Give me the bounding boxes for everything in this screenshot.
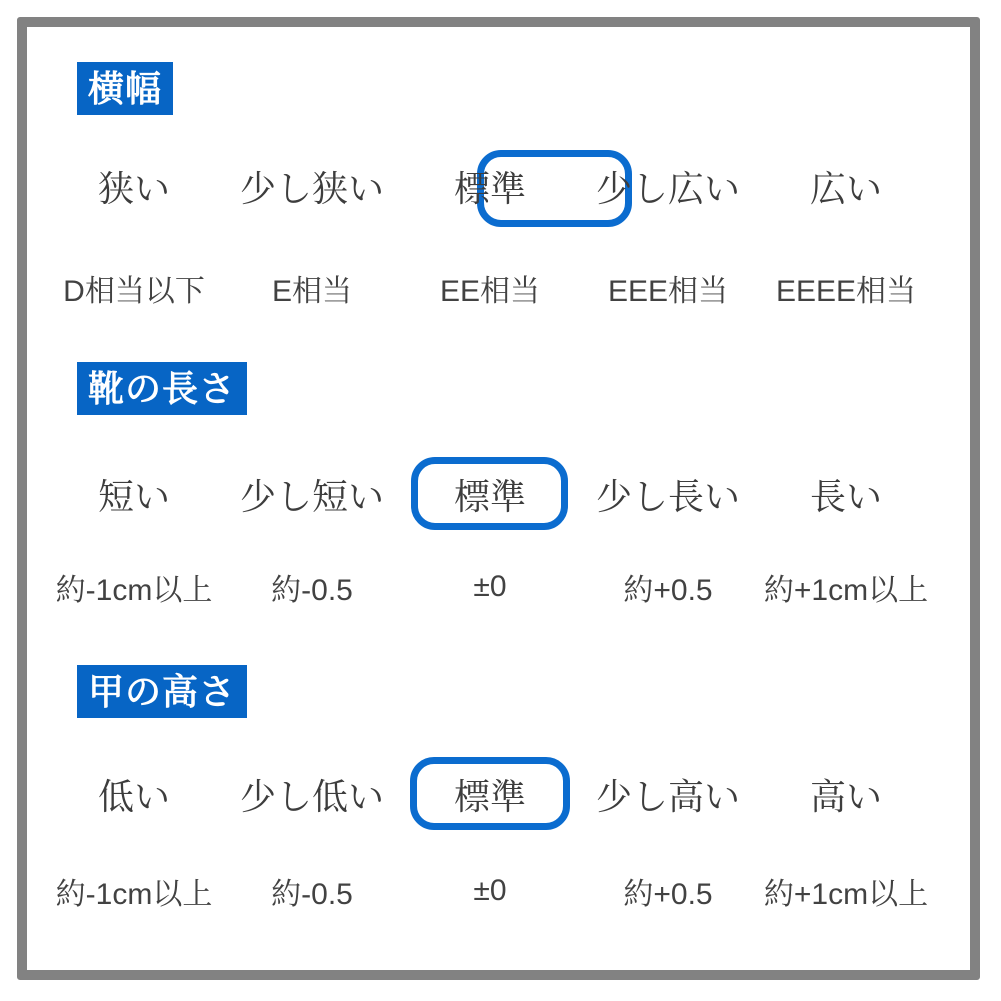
length-option-long: 長い: [809, 475, 882, 517]
width-option-standard: 標準: [453, 167, 526, 209]
width-option-slightly-narrow: 少し狭い: [239, 167, 384, 209]
width-value-eeee: EEEE相当: [775, 275, 917, 308]
length-option-standard: 標準: [453, 475, 526, 517]
length-option-slightly-short: 少し短い: [239, 475, 384, 517]
width-option-narrow: 狭い: [97, 167, 170, 209]
width-value-ee: EE相当: [439, 275, 541, 308]
instep-value-plus-0-5: 約+0.5: [623, 878, 713, 911]
instep-option-high: 高い: [809, 775, 882, 817]
instep-option-low: 低い: [97, 775, 170, 817]
instep-option-standard: 標準: [453, 775, 526, 817]
length-value-plus-0-5: 約+0.5: [623, 574, 713, 607]
section-label-instep-height: 甲の高さ: [77, 665, 247, 718]
length-value-minus-0-5: 約-0.5: [271, 574, 353, 607]
length-option-slightly-long: 少し長い: [595, 475, 740, 517]
instep-option-slightly-low: 少し低い: [239, 775, 384, 817]
length-value-minus-1cm-or-more: 約-1cm以上: [55, 574, 213, 607]
width-value-d-or-less: D相当以下: [63, 275, 205, 308]
instep-value-plus-minus-0: ±0: [473, 874, 507, 907]
instep-value-minus-0-5: 約-0.5: [271, 878, 353, 911]
width-options-row: [45, 160, 935, 212]
instep-value-minus-1cm-or-more: 約-1cm以上: [55, 878, 213, 911]
width-option-slightly-wide: 少し広い: [595, 167, 740, 209]
section-label-width: 横幅: [77, 62, 173, 115]
instep-option-slightly-high: 少し高い: [595, 775, 740, 817]
section-label-length: 靴の長さ: [77, 362, 247, 415]
width-value-eee: EEE相当: [607, 275, 729, 308]
instep-options-row: [45, 768, 935, 820]
length-values-row: [45, 563, 935, 611]
length-value-plus-minus-0: ±0: [473, 570, 507, 603]
instep-value-plus-1cm-or-more: 約+1cm以上: [763, 878, 929, 911]
length-option-short: 短い: [97, 475, 170, 517]
instep-values-row: [45, 867, 935, 915]
width-values-row: [45, 264, 935, 312]
width-option-wide: 広い: [809, 167, 882, 209]
length-options-row: [45, 468, 935, 520]
length-value-plus-1cm-or-more: 約+1cm以上: [763, 574, 929, 607]
width-value-e: E相当: [271, 275, 352, 308]
